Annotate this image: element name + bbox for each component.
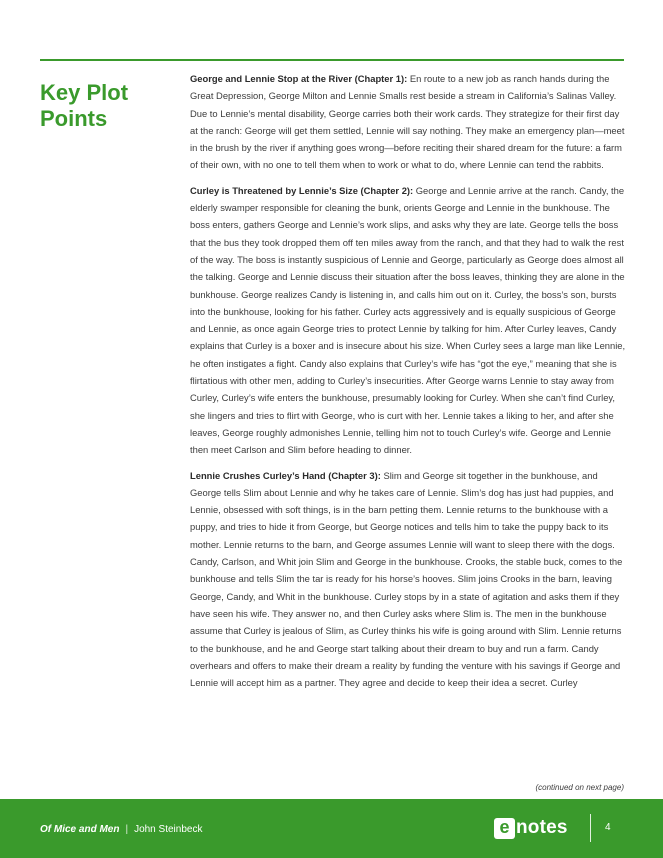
- footer-divider: [590, 814, 591, 842]
- plot-point-title: Lennie Crushes Curley’s Hand (Chapter 3):: [190, 469, 381, 481]
- continued-note: (continued on next page): [535, 783, 624, 792]
- top-rule: [40, 59, 624, 61]
- plot-point-paragraph: [190, 467, 628, 692]
- enotes-logo: [494, 816, 568, 840]
- footer-book-info: [40, 824, 202, 835]
- footer-bar: [0, 799, 663, 858]
- enotes-logo-e-icon: e: [494, 818, 515, 839]
- book-author: John Steinbeck: [134, 824, 203, 835]
- section-heading: Key Plot Points: [40, 80, 129, 131]
- plot-point-text: Slim and George sit together in the bunkhouse, and George tells Slim about Lennie and why he takes care of Lennie. Slim’s dog has just had puppies, and Lennie, obsessed with soft things, is in the barn petting them. Lennie returns to the bunkhouse with a puppy, and tries to hide it from George, but George notices and tells him to take the puppy back to its mother. Lennie returns to the barn, and George assumes Lennie will want to sleep there with the dogs. Candy, Carlson, and Whit join Slim and George in the bunkhouse. Crooks, the stable buck, comes to the bunkhouse and tells Slim the tar is ready for his horse’s hooves. Slim joins Crooks in the barn, leaving George, Candy, and Whit in the bunkhouse. Curley stops by in a state of agitation and asks them if they have seen his wife. They answer no, and then Curley asks where Slim is. The men in the bunkhouse assume that Curley is jealous of Slim, as Curley thinks his wife is going around with Slim. Lennie returns to the bunkhouse, and he and George start talking about their dream to buy and run a farm. Candy overhears and offers to make their dream a reality by funding the venture with his savings if George and Lennie will accept him as a partner. They agree and decide to keep their idea a secret. Curley: [190, 469, 623, 689]
- plot-points-content: [190, 70, 628, 699]
- footer-separator: |: [125, 824, 129, 835]
- book-title: Of Mice and Men: [40, 824, 120, 835]
- plot-point-paragraph: [190, 70, 628, 174]
- plot-point-title: Curley is Threatened by Lennie’s Size (Chapter 2):: [190, 184, 414, 196]
- enotes-logo-wordmark: notes: [516, 817, 568, 838]
- plot-point-text: En route to a new job as ranch hands during the Great Depression, George Milton and Lennie Smalls rest beside a stream in California’s Salinas Valley. Due to Lennie’s mental disability, George carries both their work cards. They strategize for their first day at the ranch: George will get them settled, Lennie will say nothing. They make an emergency plan—meet in the brush by the river if anything goes wrong—before reciting their shared dream for the future: a farm of their own, with no one to tell them when to work or what to do, where Lennie can tend the rabbits.: [190, 73, 625, 171]
- plot-point-paragraph: [190, 182, 628, 459]
- page-number: 4: [605, 822, 611, 833]
- plot-point-text: George and Lennie arrive at the ranch. Candy, the elderly swamper responsible for cleaning the bunk, orients George and Lennie in the bunkhouse. The boss enters, gathers George and Lennie’s work slips, and asks why they are late. George tells the boss that the bus they took dropped them off ten miles away from the ranch, and that they had to walk the rest of the way. The boss is instantly suspicious of Lennie and George, particularly as George does almost all the talking. George and Lennie discuss their situation after the boss leaves, thinking they are alone in the bunkhouse. George realizes Candy is listening in, and calls him out on it. Curley, the boss’s son, bursts into the bunkhouse, looking for his father. Curley acts aggressively and is equally suspicious of George and Lennie, as once again George tries to protect Lennie by talking for him. After Curley leaves, Candy explains that Curley is a boxer and is insecure about his size. When Curley sees a large man like Lennie, he often instigates a fight. Candy also explains that Curley’s wife has “got the eye,” meaning that she is flirtatious with other men, adding to Curley’s insecurities. After George warns Lennie to stay away from Curley, Curley’s wife enters the bunkhouse, presumably looking for Curley. When she can’t find Curley, she lingers and tries to flirt with George, who is curt with her. Lennie takes a liking to her, and after she leaves, George roughly admonishes Lennie, telling him not to touch Curley’s wife. George and Lennie then meet Carlson and Slim before heading to dinner.: [190, 184, 626, 456]
- plot-point-title: George and Lennie Stop at the River (Chapter 1):: [190, 73, 408, 84]
